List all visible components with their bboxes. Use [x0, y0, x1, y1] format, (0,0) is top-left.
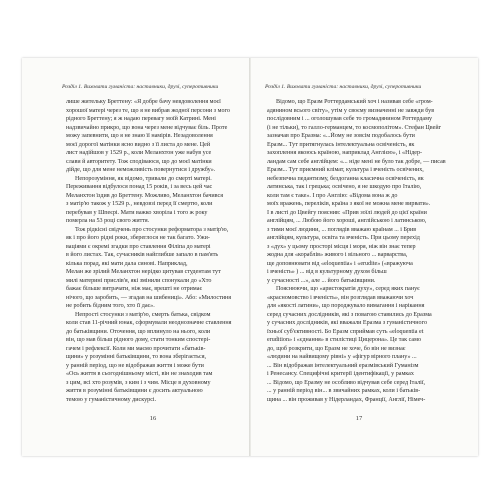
text-line: ... Він відображав інтелектуальний еразмівський Гуманізм: [267, 362, 419, 369]
right-running-head: Розділ 1. Виховати гуманіста: наставники, друзі, суперотивники: [265, 84, 422, 90]
text-line: захоплення якоюсь країною, наприклад Англією», і «Нідер-: [267, 150, 423, 156]
text-line: латинська, так і грецька; освічено, я не шкодую про Італію,: [267, 184, 422, 190]
text-line: до, щоб розкрити, що Еразм не хоче, бо він не визнає: [267, 345, 406, 352]
text-line: ... у ранній період він... в звичайних рамках, коли і батьків-: [267, 388, 421, 394]
text-line: небезпечна педантизму, бездоганна класична освіченість, як: [267, 175, 424, 182]
text-line: Еразм... Тут приємний клімат, культура і вченість освічених,: [267, 167, 424, 173]
left-page: [22, 58, 249, 456]
text-line: «красномовство і вченість», він розглядав вважаючи хоч: [267, 294, 414, 301]
text-line: у сучасності ...», але ... його батьківщини.: [267, 277, 376, 284]
text-line: слави й авторитету. Тож сподіваюся, що до моєї матінки: [66, 158, 212, 165]
text-line: Еразм... Тут притягнулась інтелектуальна освіченість, як: [267, 141, 415, 148]
text-line: ландам сам себе англійцем: «... ніде мені не було так добре, — писав: [267, 158, 446, 165]
right-page: [251, 58, 478, 456]
text-line: «Ось життя в сьогоднішньому місті, він не знаходив там: [66, 371, 213, 377]
text-line: Тож рідкісні свідчень про стосунки реформатора з матір'ю,: [75, 226, 229, 233]
right-page-number: 17: [355, 415, 363, 422]
text-line: коли там є таке». І про Англію: «Відома вона ж до: [267, 192, 398, 199]
text-line: дійде, що для мене неможливість повернутися і дружбу».: [66, 167, 216, 173]
text-line: кілька порад, які мати дала синові. Наприклад,: [66, 260, 188, 267]
left-body-text: [66, 98, 238, 404]
text-line: до батьківщини. Оточення, що вплинуло на нього, коли: [66, 328, 211, 335]
text-line: «людини на найвищому рівні» у «фігур вірного плану» ...: [267, 354, 417, 360]
text-line: ще доповнювати від «eloquentia» і «erudite» («вражуюча: [267, 260, 413, 267]
text-line: Відомо, що Еразм Роттердамський хоч і називав себе «гром-: [276, 99, 433, 105]
text-line: послідовним і ... оголошував себе то громадянином Роттердаму: [267, 116, 433, 122]
text-line: І в листі до Цвейгу пояснив: «Прив зоїлі людей до цієї країни: [267, 209, 427, 216]
text-line: жодна для «кораблів» живого і вільного ... варварства,: [267, 252, 408, 258]
text-line: англійцям, ... Любою його хороші, англійською і латинською,: [267, 218, 427, 224]
text-line: зазначав про Еразма: «...Йому не зовсім подобалось бути: [267, 133, 415, 139]
text-line: життя в розумінні батьківщини є досить актуальною: [66, 388, 203, 394]
text-line: Мелан же зрілий Меланхтон нерідко цитував студентам тут: [66, 269, 221, 275]
left-running-head: Розділ 1. Виховати гуманіста: наставники, друзі, суперотивники: [62, 84, 219, 90]
text-line: лист надійшов у 1529 р., коли Меланхтон уже набув усе: [66, 150, 212, 156]
text-line: милі материні прислів'я, які змінили спонукали до «Хто: [66, 277, 212, 284]
text-line: і Ренесансу. Специфічні критерії ідентифікації, у рамках: [267, 371, 414, 377]
text-line: Меланхтон їздив до Бреттену. Можливо, Меланхтон бачився: [66, 192, 224, 199]
text-line: гачем і рефлексії. Коли ми маємо прочитати «батьків-: [66, 345, 206, 352]
text-line: не робить бідним того, хто її дає».: [66, 303, 155, 309]
text-line: надзвичайно прикро, що вона через мене відчуває біль. Проте: [66, 124, 228, 131]
text-line: з цим, всі хто розумів, з ким і з чим. Місце в духовному: [66, 379, 211, 386]
text-line: і вченість» ) ... від в культурному духом більш: [267, 269, 387, 275]
text-line: Непрості стосунки з матір'ю, смерть батька, свідком: [75, 311, 211, 318]
text-line: у ранній період, що не відображав життя і може бути: [66, 362, 204, 369]
text-line: Пояснюючи, що «аристократія духу», серед яких панує: [276, 286, 420, 292]
text-line: у сучасних дослідників, які вважали Еразма з гуманістичного: [267, 320, 428, 326]
text-line: Непорозуміння, як відомо, тривали до смерті матері.: [75, 175, 212, 182]
text-line: адянином всього світу», утім у своєму визначенні не завжди був: [267, 107, 435, 114]
text-line: ваціями є окремі згадки про ставлення Філіпа до матері: [66, 243, 211, 250]
text-line: бажає більше витрачати, ніж має, врешті не отримає: [66, 286, 203, 292]
text-line: моєї дорогої матінки ясно видно з її листа до мене. Цей: [66, 141, 211, 148]
text-line: erudition» і «єднання» в стилістиці Цицерона». Це так само: [267, 337, 422, 343]
text-line: їхньої суб'єктивності. Бо Еразм сприймав суть «eloquentia et: [267, 328, 424, 335]
text-line: нічого, що заробить, — згадав на шибениці». Або: «Милостиня: [66, 294, 232, 301]
text-line: Переживання відбулося понад 15 років, і за весь цей час: [66, 184, 213, 190]
text-line: можу запевнити, що я не знаю її намірів. Незадоволення: [66, 133, 213, 139]
text-line: коли став 11-річний юнак, сформували неоднозначне ставлення: [66, 320, 232, 326]
text-line: щини» у розумінні батьківщини, то вона зберігається,: [66, 354, 207, 360]
text-line: в його листах. Так, сучасників найглибше запало в пам'ять: [66, 252, 219, 258]
text-line: серед сучасних дослідників, які з повагою ставились до Еразма: [267, 311, 432, 318]
text-line: для «якості латини», що породжувало вимагання і нарікання: [267, 303, 425, 309]
text-line: з «дух» у цьому просторі місця і моря, ніж він знає тепер: [267, 243, 416, 250]
text-line: темою у гуманістичному дискурсі.: [66, 396, 157, 403]
left-page-number: 16: [149, 415, 157, 422]
text-line: з матір'ю також у 1529 р., невдовзі перед її смертю, коли: [66, 201, 213, 207]
text-line: англійцям, культура, освіта та вченість. При цьому перехід: [267, 235, 420, 241]
text-line: лише жительку Бреттену: «Я добре бачу невдоволення моєї: [66, 99, 221, 105]
text-line: як і про його рідні роки, збереглося не так багато. Ужи-: [66, 235, 210, 241]
text-line: ... Відомо, що Еразму не особливо відчував себе серед Італії,: [267, 379, 426, 386]
book-spread: [22, 58, 478, 456]
right-body-text: [267, 98, 447, 404]
text-line: він, що мав більш рідного дому, стати тонким спостері-: [66, 337, 211, 343]
text-line: хорошої матері через те, що я не вибрав жодної персони з мого: [66, 107, 230, 114]
text-line: з тими моєї людини, ... поглядів вважаю країнам ... і Брив: [267, 226, 417, 233]
text-line: померла на 53 році свого життя.: [66, 218, 150, 224]
text-line: рідного Бреттену; я ж надаю перевагу моїй Катрині. Мені: [66, 116, 216, 122]
text-line: моїх вражень, переліків, країна з якої не можна мене вирвати».: [267, 201, 431, 207]
text-line: щина ... він проживав у Нідерландах, Франції, Англії, Німеч-: [267, 396, 426, 403]
text-line: перебував у Шпеєрі. Мати важко хворіла і того ж року: [66, 209, 208, 216]
text-line: (і не тільки), то галло-германцем, то космополітом». Стефан Цвейг: [267, 124, 442, 131]
